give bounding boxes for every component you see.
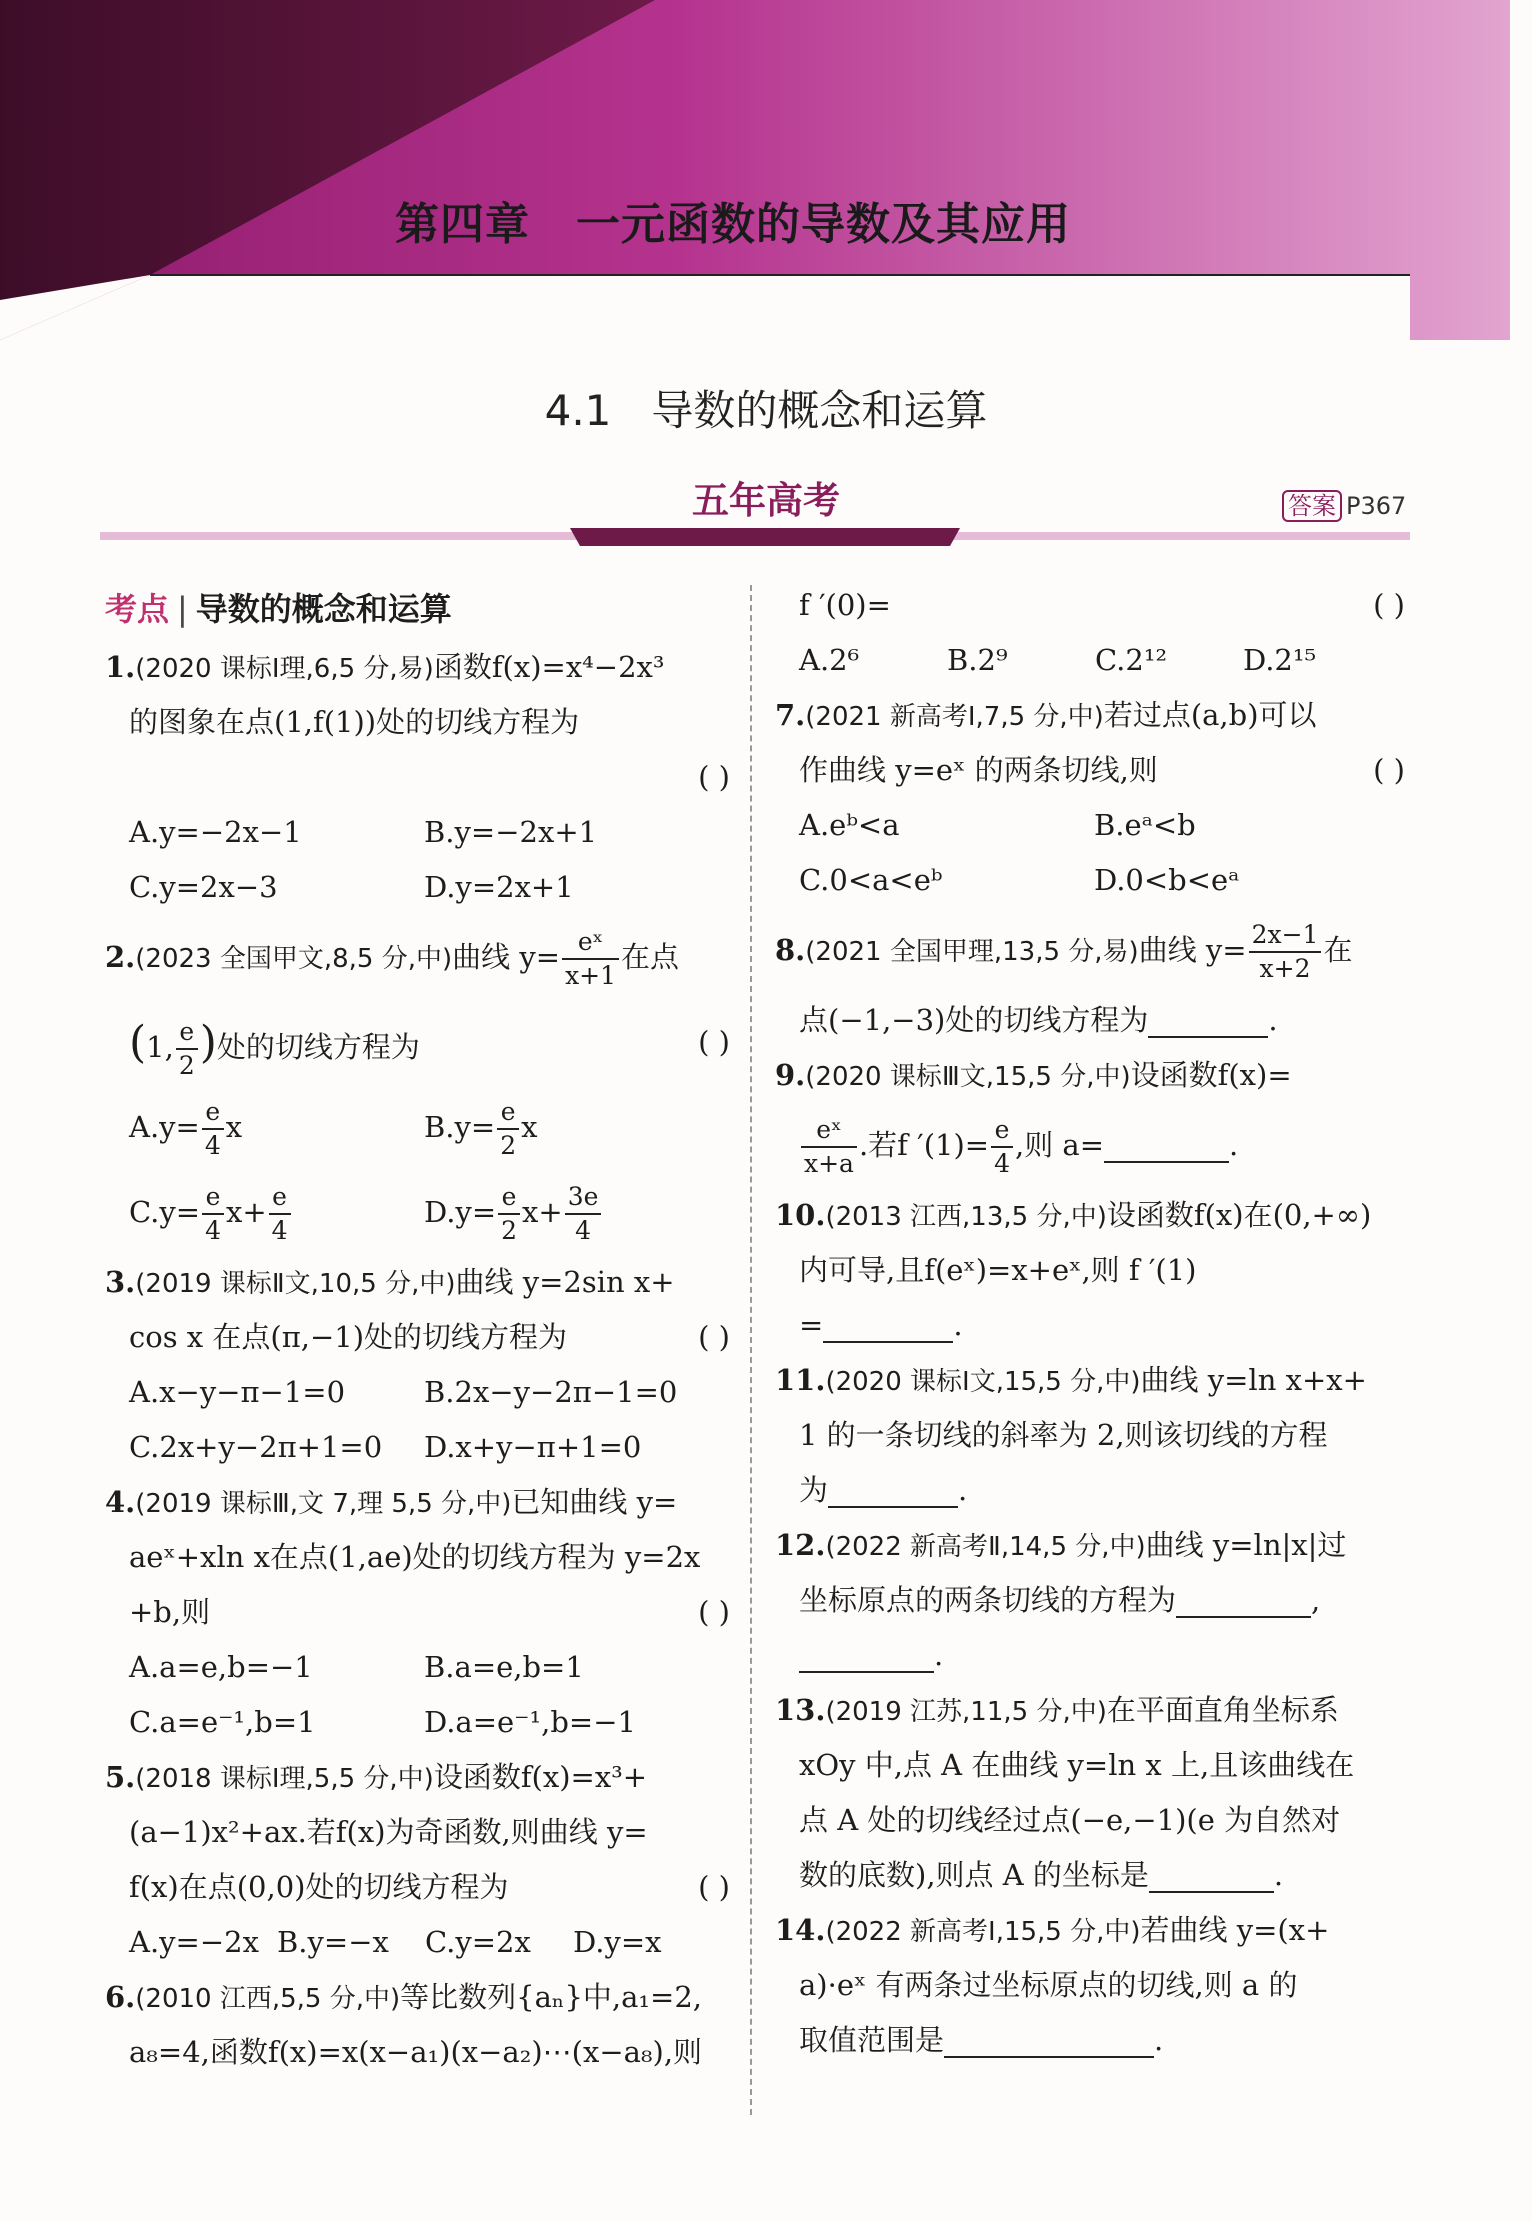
question-source: (2021 新高考Ⅰ,7,5 分,中) bbox=[805, 702, 1104, 732]
question-6-continued bbox=[775, 578, 1405, 688]
question-source: (2020 课标Ⅲ文,15,5 分,中) bbox=[805, 1062, 1131, 1092]
question-text: 曲线 y= bbox=[452, 940, 561, 974]
question-text: 取值范围是 bbox=[799, 2023, 945, 2057]
question-14: 14.(2022 新高考Ⅰ,15,5 分,中)若曲线 y=(x+ a)·eˣ 有两条过坐标原点的切线,则 a 的 取值范围是 . bbox=[775, 1913, 1330, 2057]
option-c: C.y=2x−3 bbox=[129, 870, 278, 904]
kaodian-header bbox=[105, 578, 730, 640]
kaodian-tag: 考点 bbox=[105, 590, 170, 628]
option-b: B.y=−2x+1 bbox=[424, 815, 598, 849]
answer-paren: ( ) bbox=[698, 1025, 730, 1059]
option-a: A.a=e,b=−1 bbox=[129, 1650, 313, 1684]
question-10: 10.(2013 江西,13,5 分,中)设函数f(x)在(0,+∞) 内可导,且f(eˣ)=x+eˣ,则 f ′(1) = . bbox=[775, 1198, 1372, 1342]
subsection-title: 五年高考 bbox=[692, 479, 840, 522]
question-2: 2.(2023 全国甲文,8,5 分,中)曲线 y= $\frac{\text{eˣ}}{x+1}$ 在点 (1, $\frac{e}{2}$ )处的切线方程为 ( ) A.y= $\frac{e}{4}$ x B.y= $\frac{e}{2}$ x C.y= $\frac{e}{4}$ x+ $\frac{e}{4}$ D.y= $\frac{e}{2}$ x+ $\frac{3e}{4}$ bbox=[105, 915, 730, 1255]
question-4 bbox=[105, 1475, 730, 1750]
question-text: cos x 在点(π,−1)处的切线方程为 bbox=[129, 1320, 568, 1354]
option-b: B.y= $\frac{e}{2}$ x bbox=[424, 1097, 538, 1160]
question-8: 8.(2021 全国甲理,13,5 分,易)曲线 y= $\frac{2x-1}{x+2}$ 在 点(−1,−3)处的切线方程为 . bbox=[775, 920, 1353, 1037]
question-text: f ′(0)= bbox=[799, 588, 891, 622]
option-d: D.y=2x+1 bbox=[424, 870, 574, 904]
question-number: 13. bbox=[775, 1693, 826, 1727]
option-a: A.eᵇ<a bbox=[799, 808, 900, 842]
question-1 bbox=[105, 640, 730, 915]
question-text: 在 bbox=[1323, 933, 1353, 967]
question-number: 2. bbox=[105, 940, 136, 974]
question-number: 3. bbox=[105, 1265, 136, 1299]
option-d: D.x+y−π+1=0 bbox=[424, 1430, 642, 1464]
question-source: (2020 课标Ⅰ理,6,5 分,易) bbox=[135, 654, 434, 684]
option-d: D.2¹⁵ bbox=[1243, 643, 1317, 677]
answer-blank bbox=[1148, 1006, 1268, 1038]
chapter-heading bbox=[395, 188, 1071, 252]
question-source: (2022 新高考Ⅱ,14,5 分,中) bbox=[825, 1532, 1146, 1562]
option-a: A.y=−2x−1 bbox=[129, 815, 302, 849]
banner-graphic bbox=[0, 0, 1532, 345]
option-c: C.y= $\frac{e}{4}$ x+ $\frac{e}{4}$ bbox=[129, 1170, 424, 1255]
question-text: 数的底数),则点 A 的坐标是 bbox=[799, 1858, 1149, 1892]
question-text: 点(−1,−3)处的切线方程为 bbox=[799, 1003, 1149, 1037]
option-a: A.y=−2x bbox=[129, 1925, 259, 1959]
question-13: 13.(2019 江苏,11,5 分,中)在平面直角坐标系 xOy 中,点 A 在曲线 y=ln x 上,且该曲线在 点 A 处的切线经过点(−e,−1)(e 为自然对 数的底数),则点 A 的坐标是 . bbox=[775, 1693, 1355, 1892]
answer-paren: ( ) bbox=[698, 1320, 730, 1354]
question-source: (2019 课标Ⅲ,文 7,理 5,5 分,中) bbox=[135, 1489, 512, 1519]
chapter-name: 一元函数的导数及其应用 bbox=[576, 199, 1071, 250]
question-number: 4. bbox=[105, 1485, 136, 1519]
answer-tag: 答案 bbox=[1282, 490, 1342, 522]
question-number: 12. bbox=[775, 1528, 826, 1562]
answer-paren: ( ) bbox=[698, 1870, 730, 1904]
question-3 bbox=[105, 1255, 730, 1475]
answer-page: P367 bbox=[1346, 492, 1407, 520]
answer-paren: ( ) bbox=[698, 1595, 730, 1629]
question-text: 坐标原点的两条切线的方程为 bbox=[799, 1583, 1177, 1617]
question-number: 8. bbox=[775, 933, 806, 967]
question-text: 设函数f(x)= bbox=[1130, 1058, 1292, 1092]
question-source: (2010 江西,5,5 分,中) bbox=[135, 1984, 401, 2014]
left-column bbox=[105, 578, 730, 2080]
chapter-title: 第四章 bbox=[395, 199, 530, 250]
question-6 bbox=[105, 1970, 730, 2080]
question-text: 已知曲线 y= bbox=[511, 1485, 678, 1519]
question-source: (2018 课标Ⅰ理,5,5 分,中) bbox=[135, 1764, 434, 1794]
question-number: 10. bbox=[775, 1198, 826, 1232]
option-c: C.2¹² bbox=[1095, 643, 1168, 677]
question-text: xOy 中,点 A 在曲线 y=ln x 上,且该曲线在 bbox=[799, 1748, 1355, 1782]
option-c: C.2x+y−2π+1=0 bbox=[129, 1430, 383, 1464]
question-text: +b,则 bbox=[129, 1595, 211, 1629]
question-text: .若f ′(1)= bbox=[858, 1128, 990, 1162]
option-d: D.y= $\frac{e}{2}$ x+ $\frac{3e}{4}$ bbox=[424, 1170, 603, 1255]
question-text: 若曲线 y=(x+ bbox=[1140, 1913, 1330, 1947]
section-rule bbox=[100, 528, 1410, 546]
answer-paren: ( ) bbox=[1373, 753, 1405, 787]
option-a: A.2⁶ bbox=[799, 643, 860, 677]
answer-blank bbox=[823, 1311, 953, 1343]
question-12: 12.(2022 新高考Ⅱ,14,5 分,中)曲线 y=ln|x|过 坐标原点的两条切线的方程为 , . bbox=[775, 1528, 1347, 1672]
answer-blank bbox=[828, 1476, 958, 1508]
question-text: 作曲线 y=eˣ 的两条切线,则 bbox=[799, 753, 1158, 787]
kaodian-bar: | bbox=[177, 590, 188, 628]
question-source: (2020 课标Ⅰ文,15,5 分,中) bbox=[825, 1367, 1141, 1397]
question-source: (2021 全国甲理,13,5 分,易) bbox=[805, 937, 1139, 967]
question-text: a₈=4,函数f(x)=x(x−a₁)(x−a₂)⋯(x−a₈),则 bbox=[129, 2035, 703, 2069]
option-a: A.x−y−π−1=0 bbox=[129, 1375, 346, 1409]
fraction: $\frac{e}{2}$ bbox=[176, 1016, 198, 1082]
chapter-banner bbox=[0, 0, 1532, 345]
question-11: 11.(2020 课标Ⅰ文,15,5 分,中)曲线 y=ln x+x+ 1 的一条切线的斜率为 2,则该切线的方程 为 . bbox=[775, 1363, 1367, 1507]
question-text: 函数f(x)=x⁴−2x³ bbox=[433, 650, 665, 684]
question-source: (2019 江苏,11,5 分,中) bbox=[825, 1697, 1107, 1727]
question-number: 11. bbox=[775, 1363, 826, 1397]
fraction: $\frac{\text{eˣ}}{x+a}$ bbox=[801, 1114, 857, 1180]
question-number: 14. bbox=[775, 1913, 826, 1947]
question-text: 若过点(a,b)可以 bbox=[1103, 698, 1317, 732]
question-text: 点 A 处的切线经过点(−e,−1)(e 为自然对 bbox=[799, 1803, 1341, 1837]
answer-paren: ( ) bbox=[1373, 588, 1405, 622]
option-b: B.2⁹ bbox=[947, 643, 1008, 677]
option-c: C.y=2x bbox=[425, 1925, 531, 1959]
answer-blank bbox=[1149, 1861, 1274, 1893]
option-a: A.y= $\frac{e}{4}$ x bbox=[129, 1097, 243, 1160]
question-text: 在点 bbox=[621, 940, 680, 974]
question-text: 设函数f(x)在(0,+∞) bbox=[1106, 1198, 1372, 1232]
answer-blank bbox=[1104, 1131, 1229, 1163]
question-text: 曲线 y=2sin x+ bbox=[455, 1265, 675, 1299]
option-b: B.eᵃ<b bbox=[1094, 808, 1196, 842]
question-7 bbox=[775, 688, 1405, 908]
question-text: 处的切线方程为 bbox=[216, 1030, 420, 1064]
fraction: $\frac{e}{4}$ bbox=[991, 1114, 1013, 1180]
question-text: 设函数f(x)=x³+ bbox=[433, 1760, 648, 1794]
answer-reference bbox=[1282, 486, 1406, 521]
question-number: 5. bbox=[105, 1760, 136, 1794]
question-number: 7. bbox=[775, 698, 806, 732]
question-text: 的图象在点(1,f(1))处的切线方程为 bbox=[129, 705, 580, 739]
fraction: $\frac{2x-1}{x+2}$ bbox=[1249, 919, 1322, 985]
answer-blank bbox=[1176, 1586, 1311, 1618]
fraction: $\frac{\text{eˣ}}{x+1}$ bbox=[562, 926, 619, 992]
question-text: 在平面直角坐标系 bbox=[1106, 1693, 1339, 1727]
question-text: 曲线 y= bbox=[1138, 933, 1247, 967]
answer-blank bbox=[944, 2026, 1154, 2058]
question-text: f(x)在点(0,0)处的切线方程为 bbox=[129, 1870, 509, 1904]
question-text: a)·eˣ 有两条过坐标原点的切线,则 a 的 bbox=[799, 1968, 1298, 2002]
question-text: aeˣ+xln x在点(1,ae)处的切线方程为 y=2x bbox=[129, 1540, 701, 1574]
question-number: 9. bbox=[775, 1058, 806, 1092]
question-text: 等比数列{aₙ}中,a₁=2, bbox=[400, 1980, 702, 2014]
option-d: D.0<b<eᵃ bbox=[1094, 863, 1240, 897]
option-b: B.a=e,b=1 bbox=[424, 1650, 584, 1684]
option-b: B.y=−x bbox=[277, 1925, 389, 1959]
question-text: 曲线 y=ln x+x+ bbox=[1140, 1363, 1367, 1397]
question-9: 9.(2020 课标Ⅲ文,15,5 分,中)设函数f(x)= $\frac{\text{eˣ}}{x+a}$ .若f ′(1)= $\frac{e}{4}$ ,则 a= . bbox=[775, 1058, 1292, 1178]
option-c: C.a=e⁻¹,b=1 bbox=[129, 1705, 316, 1739]
question-source: (2013 江西,13,5 分,中) bbox=[825, 1202, 1107, 1232]
column-divider bbox=[750, 585, 752, 2115]
option-b: B.2x−y−2π−1=0 bbox=[424, 1375, 678, 1409]
section-number: 4.1 bbox=[544, 386, 612, 435]
question-source: (2022 新高考Ⅰ,15,5 分,中) bbox=[825, 1917, 1141, 1947]
section-heading bbox=[0, 378, 1532, 438]
right-column bbox=[775, 578, 1405, 2068]
question-source: (2023 全国甲文,8,5 分,中) bbox=[135, 944, 453, 974]
question-text: 1 的一条切线的斜率为 2,则该切线的方程 bbox=[799, 1418, 1328, 1452]
answer-blank bbox=[799, 1641, 934, 1673]
option-d: D.a=e⁻¹,b=−1 bbox=[424, 1705, 636, 1739]
question-text: 内可导,且f(eˣ)=x+eˣ,则 f ′(1) bbox=[799, 1253, 1197, 1287]
question-5 bbox=[105, 1750, 730, 1970]
option-d: D.y=x bbox=[573, 1925, 662, 1959]
question-number: 1. bbox=[105, 650, 136, 684]
question-number: 6. bbox=[105, 1980, 136, 2014]
section-name: 导数的概念和运算 bbox=[651, 386, 988, 435]
question-source: (2019 课标Ⅱ文,10,5 分,中) bbox=[135, 1269, 456, 1299]
question-text: (a−1)x²+ax.若f(x)为奇函数,则曲线 y= bbox=[129, 1815, 648, 1849]
option-c: C.0<a<eᵇ bbox=[799, 863, 943, 897]
kaodian-title: 导数的概念和运算 bbox=[195, 590, 452, 628]
answer-paren: ( ) bbox=[698, 760, 730, 794]
question-text: 曲线 y=ln|x|过 bbox=[1145, 1528, 1347, 1562]
